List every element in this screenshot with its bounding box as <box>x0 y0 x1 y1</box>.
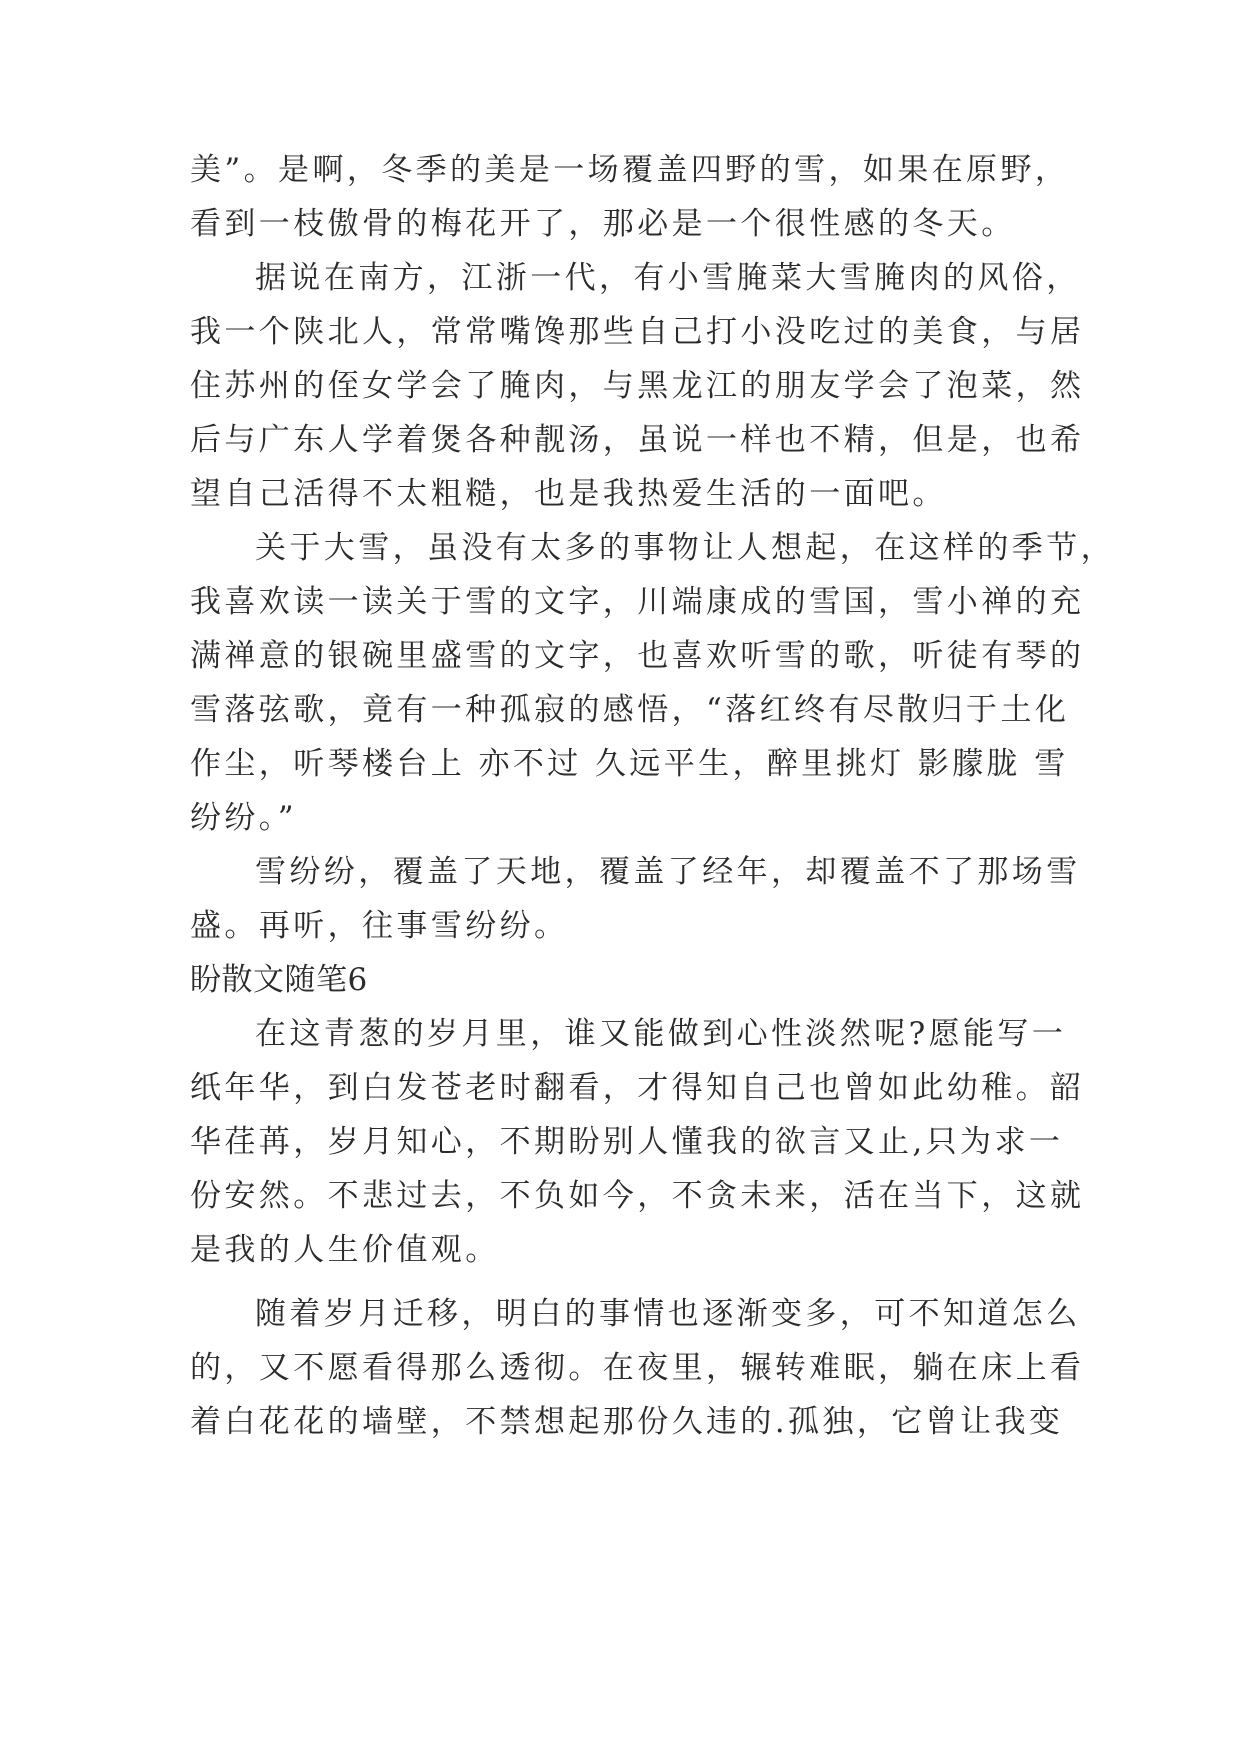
text-line: 纸年华，到白发苍老时翻看，才得知自己也曾如此幼稚。韶 <box>190 1070 1085 1106</box>
section-heading: 盼散文随笔6 <box>190 962 368 998</box>
text-line: 作尘，听琴楼台上 亦不过 久远平生，醉里挑灯 影朦胧 雪 <box>190 746 1069 782</box>
paragraph-first-line: 据说在南方，江浙一代，有小雪腌菜大雪腌肉的风俗， <box>255 260 1081 296</box>
text-line: 住苏州的侄女学会了腌肉，与黑龙江的朋友学会了泡菜，然 <box>190 368 1085 404</box>
paragraph-first-line: 随着岁月迁移，明白的事情也逐渐变多，可不知道怎么 <box>255 1296 1081 1332</box>
text-line: 看到一枝傲骨的梅花开了，那必是一个很性感的冬天。 <box>190 206 1016 242</box>
text-line: 望自己活得不太粗糙，也是我热爱生活的一面吧。 <box>190 476 947 512</box>
text-line: 华荏苒，岁月知心，不期盼别人懂我的欲言又止,只为求一 <box>190 1124 1064 1160</box>
text-line: 雪落弦歌，竟有一种孤寂的感悟，“落红终有尽散归于土化 <box>190 692 1070 728</box>
text-line: 的，又不愿看得那么透彻。在夜里，辗转难眠，躺在床上看 <box>190 1350 1085 1386</box>
text-line: 盛。再听，往事雪纷纷。 <box>190 908 569 944</box>
text-line: 纷纷。” <box>190 800 297 836</box>
text-line: 我喜欢读一读关于雪的文字，川端康成的雪国，雪小禅的充 <box>190 584 1085 620</box>
text-line: 着白花花的墙壁，不禁想起那份久违的.孤独，它曾让我变 <box>190 1404 1064 1440</box>
paragraph-first-line: 关于大雪，虽没有太多的事物让人想起，在这样的季节， <box>255 530 1115 566</box>
text-line: 我一个陕北人，常常嘴馋那些自己打小没吃过的美食，与居 <box>190 314 1085 350</box>
text-line: 份安然。不悲过去，不负如今，不贪未来，活在当下，这就 <box>190 1178 1085 1214</box>
paragraph-first-line: 雪纷纷，覆盖了天地，覆盖了经年，却覆盖不了那场雪 <box>255 854 1081 890</box>
text-line: 后与广东人学着煲各种靓汤，虽说一样也不精，但是，也希 <box>190 422 1085 458</box>
paragraph-first-line: 在这青葱的岁月里，谁又能做到心性淡然呢?愿能写一 <box>255 1016 1067 1052</box>
text-line: 是我的人生价值观。 <box>190 1232 500 1268</box>
text-line: 美”。是啊，冬季的美是一场覆盖四野的雪，如果在原野， <box>190 152 1070 188</box>
text-line: 满禅意的银碗里盛雪的文字，也喜欢听雪的歌，听徒有琴的 <box>190 638 1085 674</box>
